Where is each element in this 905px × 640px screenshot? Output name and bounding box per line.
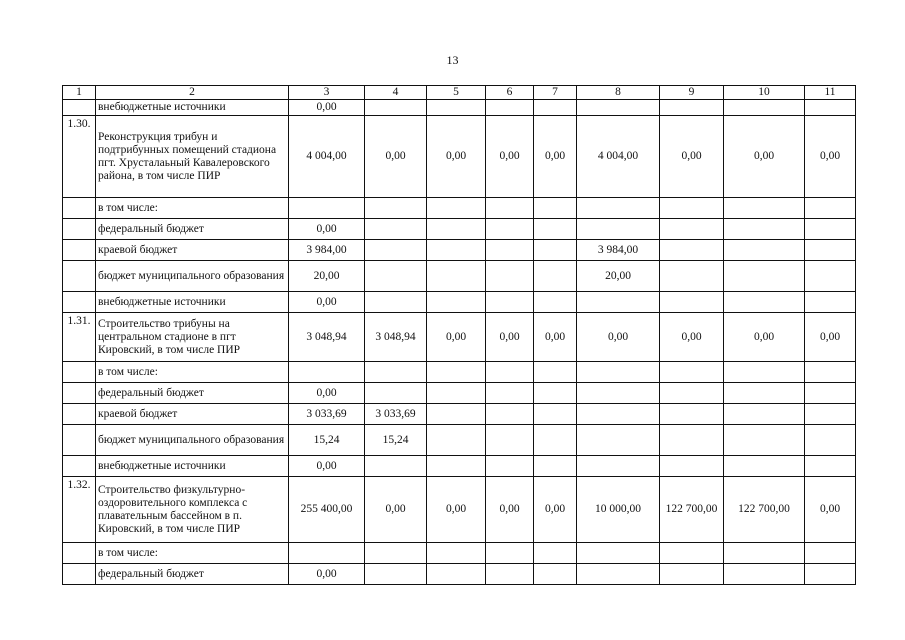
amount-cell: 0,00	[486, 313, 534, 362]
amount-cell	[660, 404, 724, 425]
amount-cell	[805, 425, 856, 456]
amount-cell	[365, 100, 427, 116]
amount-cell	[660, 543, 724, 564]
amount-cell	[805, 543, 856, 564]
amount-cell	[805, 456, 856, 477]
amount-cell	[365, 261, 427, 292]
amount-cell	[724, 404, 805, 425]
amount-cell	[805, 198, 856, 219]
table-row	[63, 198, 856, 219]
item-name-cell: внебюджетные источники	[96, 292, 289, 313]
amount-cell: 15,24	[289, 425, 365, 456]
column-header: 6	[486, 86, 534, 100]
item-number-cell: 1.32.	[63, 477, 96, 543]
amount-cell: 0,00	[805, 313, 856, 362]
amount-cell: 3 033,69	[289, 404, 365, 425]
table-row	[63, 116, 856, 198]
amount-cell: 0,00	[427, 116, 486, 198]
amount-cell	[427, 383, 486, 404]
amount-cell	[577, 219, 660, 240]
column-header: 9	[660, 86, 724, 100]
amount-cell: 0,00	[289, 564, 365, 585]
amount-cell	[805, 219, 856, 240]
amount-cell	[805, 100, 856, 116]
amount-cell	[534, 100, 577, 116]
item-name-cell: в том числе:	[96, 543, 289, 564]
item-name-cell: краевой бюджет	[96, 404, 289, 425]
item-number-cell	[63, 456, 96, 477]
table-row	[63, 240, 856, 261]
amount-cell: 0,00	[486, 116, 534, 198]
amount-cell	[427, 100, 486, 116]
item-name-cell: Реконструкция трибун и подтрибунных помещений стадиона пгт. Хрусталаьный Кавалеровского района, в том числе ПИР	[96, 116, 289, 198]
amount-cell	[577, 425, 660, 456]
item-name-cell: федеральный бюджет	[96, 383, 289, 404]
amount-cell: 0,00	[365, 477, 427, 543]
amount-cell	[427, 404, 486, 425]
item-number-cell	[63, 292, 96, 313]
amount-cell	[534, 564, 577, 585]
amount-cell: 122 700,00	[724, 477, 805, 543]
amount-cell	[805, 383, 856, 404]
amount-cell	[427, 564, 486, 585]
item-name-cell: бюджет муниципального образования	[96, 261, 289, 292]
amount-cell	[427, 219, 486, 240]
table-row	[63, 456, 856, 477]
amount-cell	[486, 100, 534, 116]
amount-cell: 0,00	[660, 116, 724, 198]
amount-cell: 0,00	[289, 219, 365, 240]
column-header: 10	[724, 86, 805, 100]
amount-cell	[534, 383, 577, 404]
table-row	[63, 543, 856, 564]
amount-cell	[577, 543, 660, 564]
amount-cell	[427, 362, 486, 383]
item-name-cell: Строительство физкультурно-оздоровительного комплекса с плавательным бассейном в п. Кировский, в том числе ПИР	[96, 477, 289, 543]
table-row	[63, 261, 856, 292]
item-name-cell: внебюджетные источники	[96, 100, 289, 116]
amount-cell	[724, 198, 805, 219]
amount-cell	[534, 362, 577, 383]
amount-cell	[660, 456, 724, 477]
amount-cell	[724, 261, 805, 292]
column-header: 4	[365, 86, 427, 100]
table-row	[63, 362, 856, 383]
amount-cell	[486, 543, 534, 564]
amount-cell: 4 004,00	[577, 116, 660, 198]
amount-cell: 0,00	[289, 383, 365, 404]
table-body	[63, 86, 856, 585]
item-number-cell	[63, 240, 96, 261]
item-number-cell: 1.31.	[63, 313, 96, 362]
amount-cell	[486, 383, 534, 404]
item-name-cell: внебюджетные источники	[96, 456, 289, 477]
table-row	[63, 292, 856, 313]
amount-cell	[805, 292, 856, 313]
amount-cell: 4 004,00	[289, 116, 365, 198]
amount-cell	[805, 362, 856, 383]
item-number-cell	[63, 261, 96, 292]
amount-cell: 0,00	[289, 456, 365, 477]
amount-cell: 20,00	[289, 261, 365, 292]
amount-cell: 0,00	[486, 477, 534, 543]
amount-cell	[486, 404, 534, 425]
table-row	[63, 564, 856, 585]
amount-cell: 0,00	[660, 313, 724, 362]
budget-table	[62, 85, 856, 585]
column-header: 5	[427, 86, 486, 100]
column-header: 2	[96, 86, 289, 100]
column-header: 7	[534, 86, 577, 100]
amount-cell: 0,00	[427, 477, 486, 543]
amount-cell: 0,00	[805, 477, 856, 543]
amount-cell: 3 033,69	[365, 404, 427, 425]
amount-cell: 0,00	[805, 116, 856, 198]
amount-cell: 0,00	[534, 477, 577, 543]
amount-cell	[534, 292, 577, 313]
item-number-cell	[63, 383, 96, 404]
amount-cell: 0,00	[724, 116, 805, 198]
amount-cell	[486, 564, 534, 585]
item-number-cell	[63, 219, 96, 240]
amount-cell	[577, 404, 660, 425]
table-row	[63, 477, 856, 543]
amount-cell	[577, 198, 660, 219]
amount-cell	[805, 261, 856, 292]
column-header: 8	[577, 86, 660, 100]
amount-cell	[577, 100, 660, 116]
item-number-cell	[63, 100, 96, 116]
item-number-cell	[63, 198, 96, 219]
table-row	[63, 100, 856, 116]
amount-cell	[289, 198, 365, 219]
amount-cell	[486, 456, 534, 477]
amount-cell	[427, 292, 486, 313]
item-number-cell	[63, 362, 96, 383]
item-name-cell: бюджет муниципального образования	[96, 425, 289, 456]
amount-cell	[660, 425, 724, 456]
amount-cell	[724, 383, 805, 404]
amount-cell	[486, 198, 534, 219]
amount-cell: 0,00	[724, 313, 805, 362]
amount-cell: 122 700,00	[660, 477, 724, 543]
amount-cell	[534, 425, 577, 456]
amount-cell: 3 048,94	[365, 313, 427, 362]
amount-cell	[724, 362, 805, 383]
amount-cell	[365, 240, 427, 261]
table-row	[63, 219, 856, 240]
amount-cell	[805, 564, 856, 585]
amount-cell	[365, 219, 427, 240]
amount-cell: 3 048,94	[289, 313, 365, 362]
amount-cell	[724, 564, 805, 585]
amount-cell	[427, 198, 486, 219]
amount-cell	[724, 292, 805, 313]
item-number-cell	[63, 543, 96, 564]
amount-cell	[577, 456, 660, 477]
amount-cell	[427, 425, 486, 456]
amount-cell	[660, 100, 724, 116]
item-number-cell	[63, 425, 96, 456]
amount-cell	[724, 425, 805, 456]
item-name-cell: федеральный бюджет	[96, 564, 289, 585]
amount-cell	[660, 362, 724, 383]
amount-cell	[724, 219, 805, 240]
amount-cell	[486, 261, 534, 292]
amount-cell	[577, 564, 660, 585]
amount-cell	[724, 100, 805, 116]
header-row	[63, 86, 856, 100]
amount-cell	[365, 456, 427, 477]
page-number: 13	[446, 53, 459, 67]
amount-cell	[486, 219, 534, 240]
amount-cell	[805, 404, 856, 425]
amount-cell	[660, 198, 724, 219]
amount-cell	[724, 543, 805, 564]
amount-cell	[534, 404, 577, 425]
amount-cell: 0,00	[427, 313, 486, 362]
amount-cell	[534, 240, 577, 261]
amount-cell: 0,00	[289, 100, 365, 116]
amount-cell	[660, 240, 724, 261]
amount-cell	[805, 240, 856, 261]
amount-cell	[365, 292, 427, 313]
item-number-cell	[63, 564, 96, 585]
amount-cell	[534, 198, 577, 219]
table-row	[63, 383, 856, 404]
item-name-cell: краевой бюджет	[96, 240, 289, 261]
amount-cell: 3 984,00	[289, 240, 365, 261]
amount-cell	[365, 362, 427, 383]
table-row	[63, 425, 856, 456]
amount-cell: 0,00	[289, 292, 365, 313]
amount-cell	[486, 240, 534, 261]
column-header: 3	[289, 86, 365, 100]
table-row	[63, 313, 856, 362]
amount-cell	[660, 261, 724, 292]
item-name-cell: федеральный бюджет	[96, 219, 289, 240]
item-name-cell: Строительство трибуны на центральном стадионе в пгт Кировский, в том числе ПИР	[96, 313, 289, 362]
amount-cell	[724, 456, 805, 477]
amount-cell	[427, 240, 486, 261]
amount-cell	[724, 240, 805, 261]
item-number-cell: 1.30.	[63, 116, 96, 198]
amount-cell: 255 400,00	[289, 477, 365, 543]
amount-cell: 0,00	[534, 116, 577, 198]
amount-cell	[427, 261, 486, 292]
amount-cell	[534, 219, 577, 240]
amount-cell	[534, 456, 577, 477]
amount-cell	[289, 362, 365, 383]
amount-cell: 0,00	[534, 313, 577, 362]
amount-cell	[486, 362, 534, 383]
amount-cell: 0,00	[365, 116, 427, 198]
amount-cell: 0,00	[577, 313, 660, 362]
amount-cell	[577, 292, 660, 313]
item-name-cell: в том числе:	[96, 362, 289, 383]
amount-cell: 20,00	[577, 261, 660, 292]
amount-cell	[660, 564, 724, 585]
amount-cell	[486, 292, 534, 313]
amount-cell: 10 000,00	[577, 477, 660, 543]
amount-cell	[289, 543, 365, 564]
amount-cell	[534, 261, 577, 292]
amount-cell	[534, 543, 577, 564]
table-row	[63, 404, 856, 425]
amount-cell	[365, 383, 427, 404]
amount-cell	[365, 198, 427, 219]
amount-cell	[365, 564, 427, 585]
amount-cell	[486, 425, 534, 456]
amount-cell	[660, 292, 724, 313]
amount-cell	[660, 383, 724, 404]
column-header: 1	[63, 86, 96, 100]
item-name-cell: в том числе:	[96, 198, 289, 219]
column-header: 11	[805, 86, 856, 100]
amount-cell	[577, 383, 660, 404]
amount-cell	[427, 456, 486, 477]
amount-cell: 3 984,00	[577, 240, 660, 261]
amount-cell	[365, 543, 427, 564]
amount-cell: 15,24	[365, 425, 427, 456]
amount-cell	[577, 362, 660, 383]
item-number-cell	[63, 404, 96, 425]
amount-cell	[427, 543, 486, 564]
amount-cell	[660, 219, 724, 240]
